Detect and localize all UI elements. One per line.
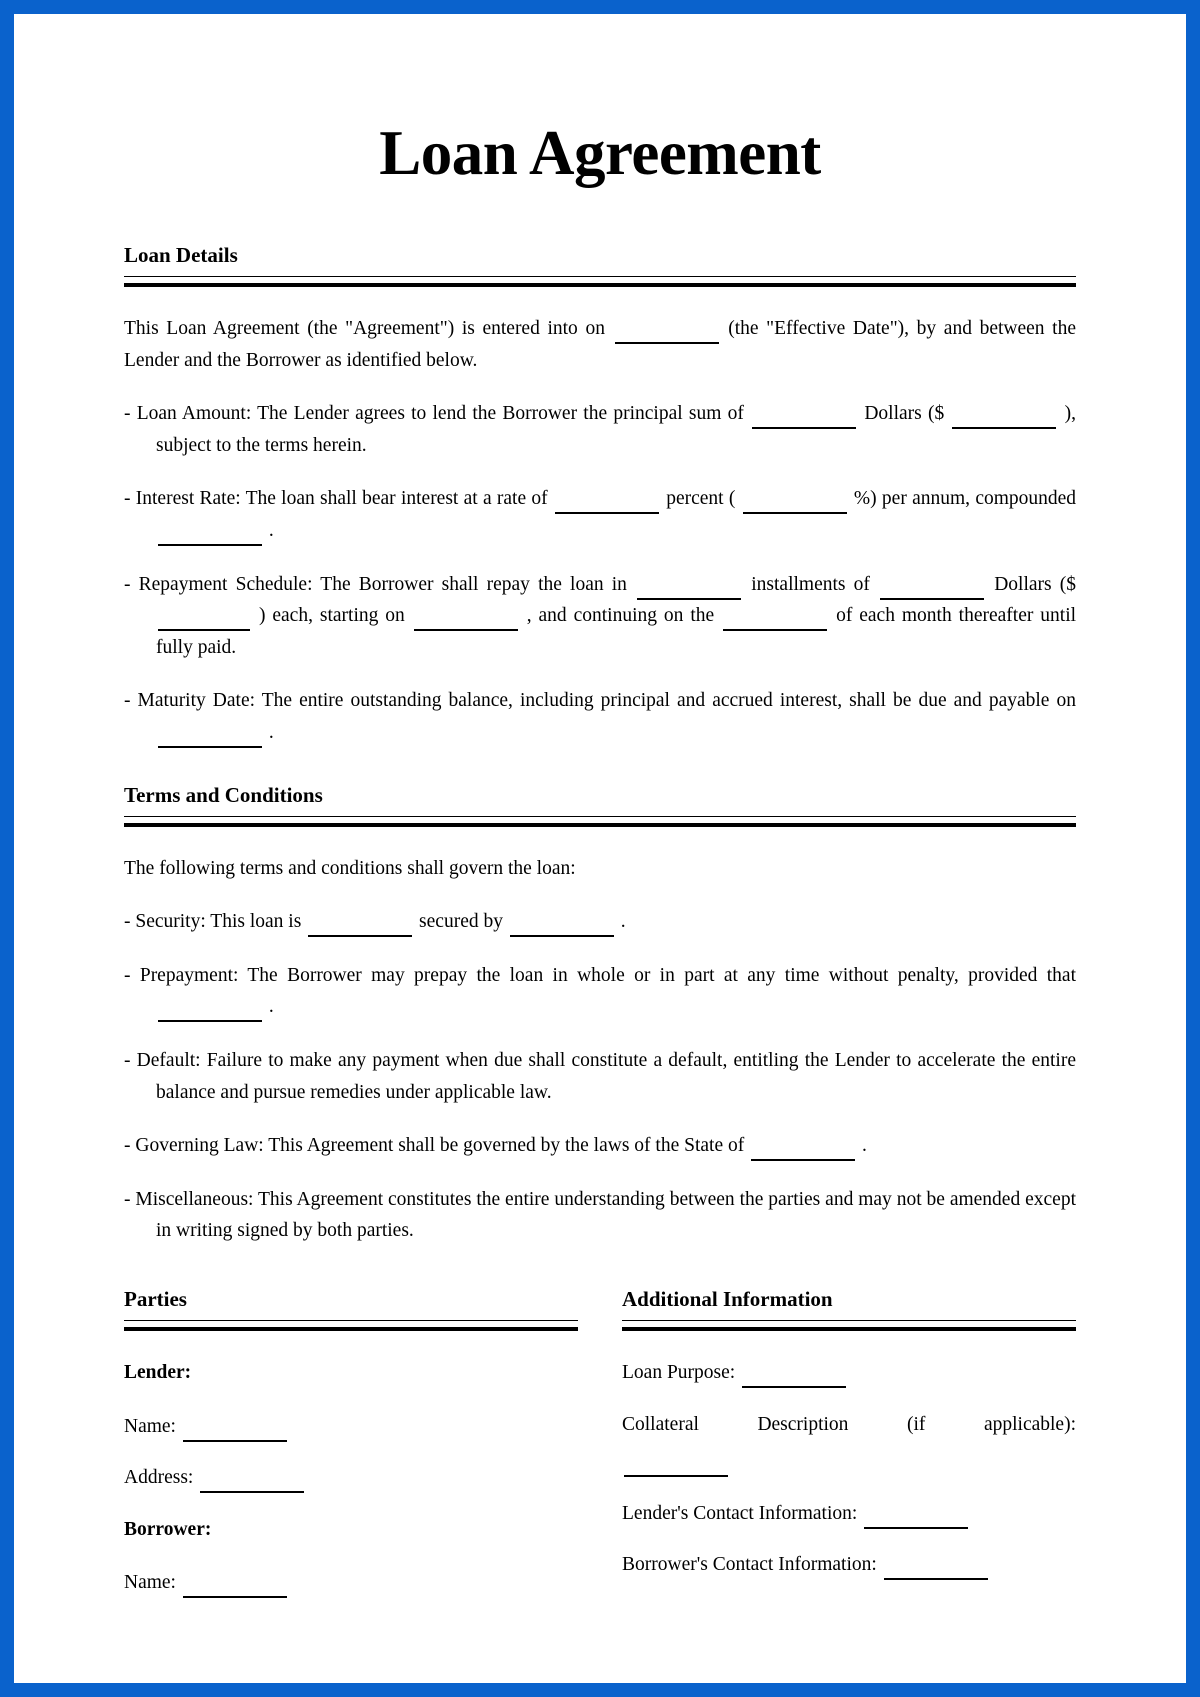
interest-rate-text-b: percent ( [666,488,736,510]
loan-purpose-blank[interactable] [742,1386,846,1388]
first-payment-date-blank[interactable] [414,629,518,631]
installment-amount-words-blank[interactable] [880,598,984,600]
loan-purpose-field [622,1357,1076,1389]
maturity-text-b: . [268,721,274,743]
interest-rate-item [124,483,1076,546]
lender-address-blank[interactable] [200,1491,304,1493]
collateral-description-blank-row [622,1446,1076,1478]
loan-details-intro [124,313,1076,376]
collateral-description-label: Collateral Description (if applicable): [622,1413,1076,1435]
document-page [14,14,1186,1683]
section-rule-additional-info [622,1320,1076,1331]
section-heading-loan-details: Loan Details [124,243,238,267]
lender-address-field [124,1462,578,1494]
borrower-contact-label: Borrower's Contact Information: [622,1554,877,1576]
collateral-description-field [622,1409,1076,1441]
parties-column [124,1287,578,1619]
loan-amount-figure-blank[interactable] [952,427,1056,429]
borrower-label: Borrower: [124,1518,212,1540]
repayment-text-c: Dollars ($ [994,573,1077,595]
repayment-text-e: , and continuing on the [526,605,715,627]
borrower-name-label: Name: [124,1572,176,1594]
governing-law-item [124,1130,1076,1162]
loan-amount-text-b: Dollars ($ [864,403,945,425]
repayment-text-d: ) each, starting on [258,605,405,627]
interest-rate-words-blank[interactable] [555,512,659,514]
effective-date-blank[interactable] [615,342,719,344]
section-heading-additional-info: Additional Information [622,1286,833,1311]
loan-details-intro-b: (the "Effective Date"), by and between the Lender and the Borrower as identified below. [124,318,1077,371]
lender-label: Lender: [124,1361,192,1383]
borrower-name-blank[interactable] [183,1596,287,1598]
governing-law-text-a: - Governing Law: This Agreement shall be governed by the laws of the State of [124,1135,745,1157]
page-title: Loan Agreement [379,118,821,188]
section-heading-parties: Parties [124,1286,187,1311]
security-text-c: . [620,911,626,933]
lender-name-label: Name: [124,1415,176,1437]
collateral-description-blank[interactable] [624,1475,728,1477]
interest-rate-text-d: . [268,520,274,542]
loan-purpose-label: Loan Purpose: [622,1361,736,1383]
loan-amount-words-blank[interactable] [752,427,856,429]
repayment-text-f: of each month thereafter until fully paid. [156,605,1077,658]
compounding-frequency-blank[interactable] [158,544,262,546]
interest-rate-text-a: - Interest Rate: The loan shall bear interest at a rate of [124,488,548,510]
loan-amount-text-c: ), subject to the terms herein. [156,403,1077,456]
interest-rate-figure-blank[interactable] [743,512,847,514]
prepayment-condition-blank[interactable] [158,1020,262,1022]
maturity-text-a: - Maturity Date: The entire outstanding balance, including principal and accrued interest, shall be due and payable on [124,690,1076,712]
security-text-a: - Security: This loan is [124,911,302,933]
borrower-name-field [124,1567,578,1599]
repayment-text-b: installments of [751,573,870,595]
borrower-contact-field [622,1549,1076,1581]
security-collateral-blank[interactable] [510,935,614,937]
repayment-text-a: - Repayment Schedule: The Borrower shall repay the loan in [124,573,627,595]
security-status-blank[interactable] [308,935,412,937]
lender-contact-field [622,1498,1076,1530]
section-rule-loan-details [124,276,1076,287]
additional-information-column [622,1287,1076,1619]
installment-count-blank[interactable] [637,598,741,600]
loan-details-intro-a: This Loan Agreement (the "Agreement") is entered into on [124,318,605,340]
interest-rate-text-c: %) per annum, compounded [853,488,1077,510]
governing-law-text-b: . [861,1135,867,1157]
section-rule-terms [124,816,1076,827]
lender-name-blank[interactable] [183,1440,287,1442]
bottom-columns [124,1287,1076,1619]
maturity-date-blank[interactable] [158,746,262,748]
repayment-schedule-item [124,569,1076,664]
lender-contact-label: Lender's Contact Information: [622,1502,858,1524]
terms-intro: The following terms and conditions shall govern the loan: [124,857,576,879]
security-text-b: secured by [419,911,503,933]
borrower-contact-blank[interactable] [884,1578,988,1580]
lender-contact-blank[interactable] [864,1527,968,1529]
prepayment-text-a: - Prepayment: The Borrower may prepay the loan in whole or in part at any time without penalty, provided that [124,964,1076,986]
installment-amount-figure-blank[interactable] [158,629,250,631]
prepayment-item [124,960,1076,1023]
section-rule-parties [124,1320,578,1331]
lender-name-field [124,1411,578,1443]
loan-amount-item [124,398,1076,461]
section-heading-terms: Terms and Conditions [124,782,323,807]
miscellaneous-item: - Miscellaneous: This Agreement constitutes the entire understanding between the parties and may not be amended except in writing signed by both parties. [124,1188,1076,1242]
security-item [124,906,1076,938]
default-item: - Default: Failure to make any payment when due shall constitute a default, entitling the Lender to accelerate the entire balance and pursue remedies under applicable law. [124,1049,1076,1103]
maturity-date-item [124,685,1076,748]
lender-address-label: Address: [124,1467,194,1489]
governing-state-blank[interactable] [751,1159,855,1161]
loan-amount-text-a: - Loan Amount: The Lender agrees to lend the Borrower the principal sum of [124,403,744,425]
payment-day-blank[interactable] [723,629,827,631]
prepayment-text-b: . [268,996,274,1018]
